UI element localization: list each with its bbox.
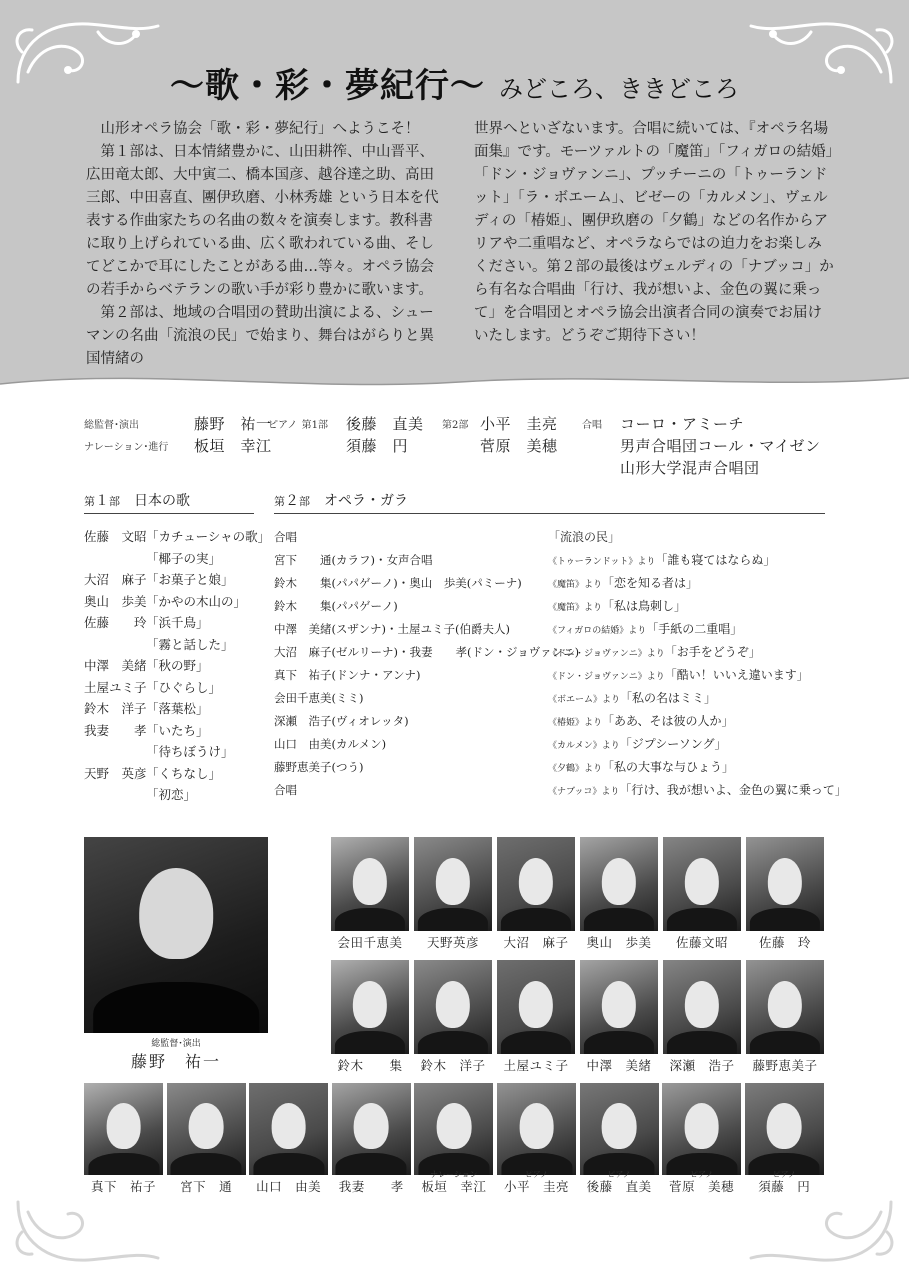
song-title: 「椰子の実」: [146, 550, 222, 566]
performer-role: 山口 由美(カルメン): [274, 737, 387, 751]
performer-name: 鈴木 洋子: [84, 701, 147, 716]
opera-work: [548, 733, 727, 758]
aria-title: 「ああ、そは彼の人か」: [602, 714, 734, 728]
part1-row: [84, 612, 254, 634]
cast-role: [332, 1170, 411, 1179]
part2-row: [274, 595, 829, 618]
director-caption: 総監督･演出 藤野 祐一: [130, 1039, 221, 1071]
opera-title: 《魔笛》より: [548, 580, 603, 590]
cast-caption: [746, 926, 824, 950]
cast-caption: [663, 1049, 741, 1073]
cast-photo: [580, 1083, 659, 1175]
cast-photo: [745, 1083, 824, 1175]
performer-role: 鈴木 集(パパゲーノ): [274, 599, 398, 613]
cast-role: [331, 926, 409, 935]
cast-caption: [331, 926, 409, 950]
cast-photo: [249, 1083, 328, 1175]
opera-title: 《カルメン》より: [548, 741, 620, 751]
director-label: 総監督･演出: [84, 420, 139, 431]
cast-name: 須藤 円: [758, 1179, 811, 1194]
opera-title: 《ドン・ジョヴァンニ》より: [548, 649, 665, 659]
part2-row: [274, 549, 829, 572]
aria-title: 「お手をどうぞ」: [664, 645, 761, 659]
cast-photo: [580, 837, 658, 931]
part2-row: [274, 779, 847, 802]
cast-photo: [414, 1083, 493, 1175]
cast-caption: [414, 926, 492, 950]
song-title: 「カチューシャの歌」: [146, 529, 271, 544]
part2-row: [274, 641, 829, 664]
opera-work: [548, 595, 686, 620]
opera-work: [548, 779, 847, 804]
intro-left-column: [86, 118, 441, 371]
part2-row: [274, 733, 829, 756]
cast-role: [497, 1049, 575, 1058]
part1-rule: [84, 513, 254, 514]
aria-title: 「私の名はミミ」: [620, 691, 717, 705]
wave-divider: [0, 360, 909, 400]
performer-role: 深瀬 浩子(ヴィオレッタ): [274, 714, 409, 728]
performer-role: 合唱: [274, 783, 297, 797]
cast-name: 奥山 歩美: [586, 935, 652, 950]
cast-name: 鈴木 洋子: [420, 1058, 486, 1073]
part2-row: [274, 618, 829, 641]
cast-role: ピアノ: [524, 1170, 549, 1179]
song-title: 「秋の野」: [146, 658, 209, 673]
opera-title: 《ナブッコ》より: [548, 787, 620, 797]
cast-name: 会田千恵美: [337, 935, 403, 950]
chorus-label: 合唱: [582, 420, 602, 431]
cast-caption: [497, 1170, 576, 1194]
performer-role: 藤野恵美子(つう): [274, 760, 364, 774]
song-title: 「ひぐらし」: [146, 679, 222, 695]
song-title: 「いたち」: [146, 722, 209, 738]
opera-work: [548, 618, 742, 643]
chorus-name: 男声合唱団コール・マイゼン: [620, 437, 821, 455]
cast-caption: [662, 1170, 741, 1194]
cast-role: [580, 1049, 658, 1058]
part1-row: [84, 698, 254, 720]
performer-name: 大沼 麻子: [84, 572, 147, 587]
cast-role: ナレーション: [430, 1170, 478, 1179]
opera-work: [548, 572, 698, 597]
cast-caption: [580, 926, 658, 950]
cast-caption: [332, 1170, 411, 1194]
aria-title: 「誰も寝てはならぬ」: [655, 553, 776, 567]
part1-row: [84, 591, 254, 613]
intro-paragraph: 第１部は、日本情緒豊かに、山田耕筰、中山晋平、広田竜太郎、大中寅二、橋本国彦、越谷達之助、高田三郎、中田喜直、團伊玖磨、小林秀雄 という日本を代表する作曲家たちの名曲の数々を演奏します。教科書に取り上げられている曲、広く歌われている曲、そしてどこかで耳にしたことがある曲…等々。オペラ協会の若手からベテランの歌い手が彩り豊かに歌います。: [86, 144, 439, 298]
cast-name: 真下 祐子: [90, 1179, 156, 1194]
cast-photo: [84, 1083, 163, 1175]
cast-caption: [331, 1049, 409, 1073]
performer-role: 真下 祐子(ドンナ・アンナ): [274, 668, 421, 682]
cast-photo: [580, 960, 658, 1054]
part2-piano-label: 第2部: [442, 420, 469, 431]
cast-name: 佐藤 玲: [758, 935, 811, 950]
cast-name: 後藤 直美: [586, 1179, 652, 1194]
aria-title: 「私は鳥刺し」: [602, 599, 687, 613]
cast-role: [167, 1170, 246, 1179]
opera-work: [548, 710, 734, 735]
song-title: 「初恋」: [146, 787, 197, 802]
cast-role: ピアノ: [690, 1170, 714, 1179]
opera-title: 《フィガロの結婚》より: [548, 626, 647, 636]
opera-title: 《夕鶴》より: [548, 764, 603, 774]
cast-photo: [746, 960, 824, 1054]
cast-name: 土屋ユミ子: [503, 1058, 569, 1073]
part2-row: [274, 526, 829, 549]
part2-row: [274, 756, 829, 779]
intro-right-column: [474, 118, 834, 348]
aria-title: 「酷い！いいえ違います」: [664, 668, 809, 682]
cast-photo: [331, 960, 409, 1054]
aria-title: 「行け、我が想いよ、金色の翼に乗って」: [619, 783, 847, 797]
opera-title: 《トゥーランドット》より: [548, 557, 656, 567]
staff-credits: [84, 413, 844, 483]
aria-title: 「私の大事な与ひょう」: [602, 760, 735, 774]
performer-name: 佐藤 玲: [84, 615, 147, 630]
cast-name: 深瀬 浩子: [669, 1058, 735, 1073]
part2-row: [274, 687, 829, 710]
cast-photo: [332, 1083, 411, 1175]
performer-name: 佐藤 文昭: [84, 529, 147, 544]
cast-name: 中澤 美緒: [586, 1058, 652, 1073]
corner-ornament-icon: [8, 1192, 168, 1272]
part2-program: [274, 526, 847, 802]
cast-caption: [497, 1049, 575, 1073]
part1-row: [84, 741, 254, 763]
song-title: 「お菓子と娘」: [146, 572, 234, 587]
cast-name: 山口 由美: [256, 1179, 322, 1194]
song-title: 「霧と話した」: [146, 636, 234, 652]
cast-caption: [663, 926, 741, 950]
intro-paragraph: 世界へといざないます。合唱に続いては、『オペラ名場面集』です。モーツァルトの「魔笛」「フィガロの結婚」「ドン・ジョヴァンニ」、プッチーニの「トゥーランドット」「ラ・ボエーム」、ビゼーの「カルメン」、ヴェルディの「椿姫」、團伊玖磨の「夕鶴」などの名作からアリアや二重唱など、オペラならではの迫力をお楽しみください。第２部の最後はヴェルディの「ナブッコ」から有名な合唱曲「行け、我が想いよ、金色の翼に乗って」を合唱団とオペラ協会出演者合同の演奏でお届けいたします。どうぞご期待下さい！: [474, 121, 834, 344]
cast-name: 鈴木 集: [337, 1058, 403, 1073]
part1-row: [84, 548, 254, 570]
aria-title: 「ジプシーソング」: [619, 737, 727, 751]
part1-row: [84, 677, 254, 699]
performer-role: 合唱: [274, 530, 297, 544]
opera-work: [548, 526, 620, 551]
cast-role: [580, 926, 658, 935]
cast-name: 宮下 通: [180, 1179, 233, 1194]
song-title: 「かやの木山の」: [146, 593, 247, 609]
cast-caption: [84, 1170, 163, 1194]
cast-role: [331, 1049, 409, 1058]
song-title: 「くちなし」: [146, 765, 222, 781]
opera-title: 《魔笛》より: [548, 603, 603, 613]
page-title: [0, 58, 909, 107]
part2-heading: 第２部 オペラ・ガラ: [274, 493, 408, 509]
cast-role: [414, 1049, 492, 1058]
performer-role: 鈴木 集(パパゲーノ)・奥山 歩美(パミーナ): [274, 576, 522, 590]
part1-row: [84, 634, 254, 656]
aria-title: 「流浪の民」: [548, 530, 621, 544]
cast-caption: [580, 1049, 658, 1073]
part1-row: [84, 720, 254, 742]
opera-work: [548, 687, 716, 712]
pianist-name: 小平 圭亮: [480, 415, 558, 433]
cast-photo: [414, 960, 492, 1054]
director-name: 藤野 祐一: [194, 415, 272, 433]
cast-role: ピアノ: [607, 1170, 631, 1179]
header-band: [0, 0, 909, 400]
part2-row: [274, 664, 829, 687]
cast-photo: [167, 1083, 246, 1175]
opera-title: 《椿姫》より: [548, 718, 603, 728]
part1-program: [84, 526, 271, 806]
cast-photo: [497, 1083, 576, 1175]
director-photo: [84, 837, 268, 1033]
aria-title: 「恋を知る者は」: [602, 576, 699, 590]
cast-role: [414, 926, 492, 935]
part1-row: [84, 655, 254, 677]
performer-name: 土屋ユミ子: [84, 679, 147, 695]
part1-row: [84, 569, 254, 591]
part2-rule: [274, 513, 825, 514]
performer-name: 我妻 孝: [84, 722, 147, 738]
cast-photo: [662, 1083, 741, 1175]
song-title: 「落葉松」: [146, 701, 209, 716]
cast-photo: [331, 837, 409, 931]
cast-role: [249, 1170, 328, 1179]
cast-photo: [663, 960, 741, 1054]
performer-name: 天野 英彦: [84, 765, 147, 781]
cast-photo: [746, 837, 824, 931]
part2-row: [274, 572, 829, 595]
cast-role: [663, 926, 741, 935]
chorus-name: 山形大学混声合唱団: [620, 459, 760, 477]
cast-photo: [497, 837, 575, 931]
cast-role: [746, 926, 824, 935]
cast-name: 藤野恵美子: [752, 1058, 818, 1073]
song-title: 「浜千鳥」: [146, 615, 209, 630]
opera-work: [548, 549, 775, 574]
cast-photo: [414, 837, 492, 931]
part1-piano-label: 第1部: [301, 420, 329, 431]
cast-role: [497, 926, 575, 935]
part1-row: [84, 784, 254, 806]
cast-caption: [745, 1170, 824, 1194]
performer-role: 大沼 麻子(ゼルリーナ)・我妻 孝(ドン・ジョヴァンニ): [274, 645, 580, 659]
cast-caption: [414, 1049, 492, 1073]
narration-label: ナレーション･進行: [84, 442, 169, 453]
performer-name: 奥山 歩美: [84, 593, 147, 609]
cast-photo: [663, 837, 741, 931]
opera-work: [548, 641, 761, 666]
performer-role: 会田千恵美(ミミ): [274, 691, 364, 705]
intro-paragraph: 第２部は、地域の合唱団の賛助出演による、シューマンの名曲「流浪の民」で始まり、舞台はがらりと異国情緒の: [86, 305, 434, 367]
intro-paragraph: 山形オペラ協会「歌・彩・夢紀行」へようこそ！: [100, 121, 420, 137]
cast-role: [84, 1170, 163, 1179]
cast-name: 天野英彦: [426, 935, 479, 950]
title-main: 〜歌・彩・夢紀行〜: [170, 66, 485, 106]
part1-row: [84, 763, 254, 785]
song-title: 「待ちぼうけ」: [146, 744, 234, 759]
cast-name: 板垣 幸江: [421, 1179, 487, 1194]
cast-name: 菅原 美穂: [669, 1179, 735, 1194]
narration-name: 板垣 幸江: [194, 437, 272, 455]
part2-row: [274, 710, 829, 733]
cast-name: 大沼 麻子: [503, 935, 569, 950]
cast-caption: [497, 926, 575, 950]
part1-row: [84, 526, 271, 548]
opera-title: 《ボエーム》より: [548, 695, 621, 705]
chorus-name: コーロ・アミーチ: [620, 415, 745, 433]
performer-role: 宮下 通(カラフ)・女声合唱: [274, 553, 433, 567]
title-subtitle: みどころ、ききどころ: [499, 75, 739, 103]
cast-role: [746, 1049, 824, 1058]
opera-work: [548, 756, 734, 781]
cast-caption: [580, 1170, 659, 1194]
opera-work: [548, 664, 809, 689]
pianist-name: 須藤 円: [346, 437, 409, 455]
piano-label: ピアノ: [268, 420, 298, 431]
pianist-name: 後藤 直美: [346, 415, 424, 433]
cast-name: 佐藤文昭: [675, 935, 728, 950]
pianist-name: 菅原 美穂: [480, 437, 558, 455]
cast-role: ピアノ: [772, 1170, 796, 1179]
cast-name: 小平 圭亮: [503, 1179, 569, 1194]
cast-caption: [167, 1170, 246, 1194]
performer-role: 中澤 美緒(スザンナ)・土屋ユミ子(伯爵夫人): [274, 622, 510, 636]
part1-heading: 第１部 日本の歌: [84, 493, 190, 509]
cast-photo: [497, 960, 575, 1054]
corner-ornament-icon: [741, 1192, 901, 1272]
cast-role: [663, 1049, 741, 1058]
cast-name: 我妻 孝: [338, 1179, 404, 1194]
cast-caption: [746, 1049, 824, 1073]
performer-name: 中澤 美緒: [84, 658, 147, 673]
cast-caption: [249, 1170, 328, 1194]
cast-caption: [414, 1170, 493, 1194]
aria-title: 「手紙の二重唱」: [646, 622, 743, 636]
opera-title: 《ドン・ジョヴァンニ》より: [548, 672, 665, 682]
